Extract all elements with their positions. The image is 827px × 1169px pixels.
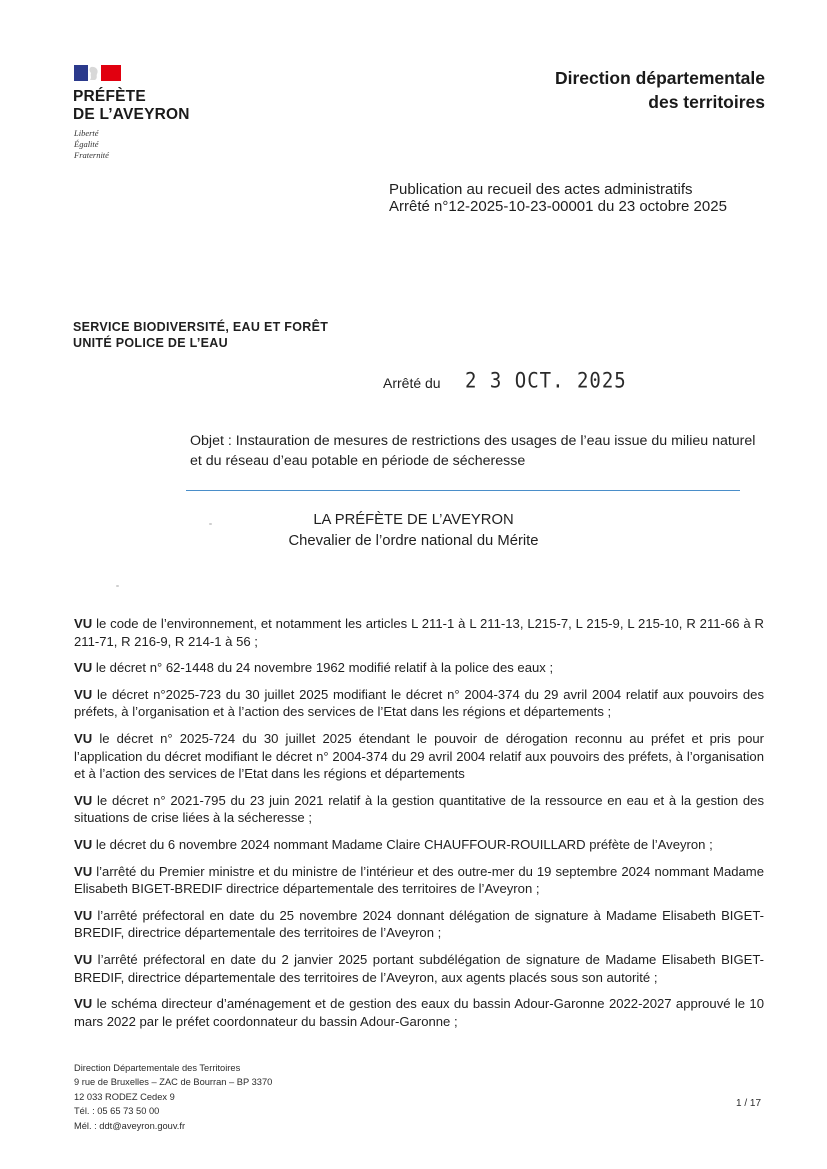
prefecture-name	[73, 88, 190, 124]
motto-egalite: Égalité	[74, 139, 99, 149]
footer-address	[74, 1061, 272, 1133]
vu-text: le décret du 6 novembre 2024 nommant Madame Claire CHAUFFOUR-ROUILLARD préfète de l’Aveyron ;	[95, 836, 713, 852]
vu-item	[74, 730, 764, 783]
authority-block	[0, 510, 827, 552]
direction-line-1: Direction départementale	[554, 68, 765, 88]
authority-subtitle: Chevalier de l’ordre national du Mérite	[288, 533, 539, 549]
flag-red-band	[101, 65, 121, 81]
vu-list	[74, 615, 764, 1039]
vu-keyword: VU	[74, 616, 93, 631]
vu-text: l’arrêté préfectoral en date du 2 janvier 2025 portant subdélégation de signature de Madame Elisabeth BIGET-BREDIF, directrice départementale des territoires de l’Aveyron, aux agents placés sous son autorité ;	[74, 951, 764, 985]
marianne-flag-logo	[74, 65, 121, 81]
footer-line-2: 9 rue de Bruxelles – ZAC de Bourran – BP 3370	[74, 1077, 273, 1088]
vu-text: le décret n°2025-723 du 30 juillet 2025 modifiant le décret n° 2004-374 du 29 avril 2004 relatif aux pouvoirs des préfets, à l’organisation et à l’action des services de l’Etat dans les régions et départements ;	[74, 686, 765, 720]
publication-line-1: Publication au recueil des actes administratifs	[389, 181, 693, 198]
vu-keyword: VU	[74, 660, 93, 676]
vu-item	[74, 686, 764, 721]
vu-item	[74, 907, 764, 942]
marianne-profile-icon	[88, 65, 101, 81]
vu-item	[74, 995, 764, 1030]
page-number: 1 / 17	[736, 1098, 762, 1109]
vu-text: le schéma directeur d’aménagement et de gestion des eaux du bassin Adour-Garonne 2022-2027 approuvé le 10 mars 2022 par le préfet coordonnateur du bassin Adour-Garonne ;	[74, 996, 764, 1029]
vu-text: le décret n° 2021-795 du 23 juin 2021 relatif à la gestion quantitative de la ressource en eau et à la gestion des situations de crise liées à la sécheresse ;	[74, 792, 764, 826]
service-heading	[73, 319, 328, 351]
prefecture-line-2: DE L’AVEYRON	[73, 106, 190, 123]
direction-title	[555, 66, 765, 114]
republic-motto	[74, 128, 109, 161]
direction-line-2: des territoires	[648, 92, 765, 112]
flag-white-band	[88, 65, 101, 81]
vu-text: le code de l’environnement, et notamment les articles L 211-1 à L 211-13, L215-7, L 215-9, L 215-10, R 211-66 à R 211-71, R 216-9, R 214-1 à 56 ;	[74, 616, 764, 649]
stamped-date: 2 3 OCT. 2025	[465, 368, 627, 394]
footer-line-5: Mél. : ddt@aveyron.gouv.fr	[74, 1120, 186, 1131]
separator-line	[186, 490, 740, 491]
vu-keyword: VU	[74, 996, 93, 1012]
vu-keyword: VU	[74, 863, 93, 879]
footer-line-3: 12 033 RODEZ Cedex 9	[74, 1091, 175, 1102]
vu-item	[74, 863, 764, 898]
scan-speck	[209, 523, 212, 525]
motto-liberte: Liberté	[74, 128, 99, 138]
arrete-label: Arrêté du	[383, 375, 441, 391]
authority-title: LA PRÉFÈTE DE L’AVEYRON	[313, 512, 514, 528]
publication-notice	[389, 181, 727, 215]
vu-keyword: VU	[74, 951, 93, 967]
vu-text: l’arrêté du Premier ministre et du ministre de l’intérieur et des outre-mer du 19 septembre 2024 nommant Madame Elisabeth BIGET-BREDIF directrice départementale des territoires de l’Aveyron ;	[74, 863, 764, 897]
vu-keyword: VU	[74, 792, 93, 808]
vu-item	[74, 792, 764, 827]
vu-item	[74, 615, 764, 650]
objet-text: Objet : Instauration de mesures de restrictions des usages de l’eau issue du milieu naturel et du réseau d’eau potable en période de sécheresse	[190, 433, 756, 469]
vu-item	[74, 951, 764, 986]
vu-text: le décret n° 2025-724 du 30 juillet 2025 étendant le pouvoir de dérogation reconnu au préfet et pris pour l’application du décret modifiant le décret n° 2004-374 du 29 avril 2004 relatif aux pouvoirs des préfets, à l’organisation et à l’action des services de l’Etat dans les régions et départements	[74, 730, 765, 782]
vu-keyword: VU	[74, 730, 93, 746]
prefecture-line-1: PRÉFÈTE	[73, 88, 146, 105]
vu-item	[74, 836, 764, 854]
vu-text: le décret n° 62-1448 du 24 novembre 1962 modifié relatif à la police des eaux ;	[95, 660, 554, 676]
vu-keyword: VU	[74, 686, 93, 702]
scan-speck	[116, 585, 119, 587]
vu-keyword: VU	[74, 836, 93, 852]
publication-line-2: Arrêté n°12-2025-10-23-00001 du 23 octobre 2025	[389, 198, 727, 215]
service-line-1: SERVICE BIODIVERSITÉ, EAU ET FORÊT	[73, 320, 329, 334]
footer-line-4: Tél. : 05 65 73 50 00	[74, 1106, 160, 1117]
footer-line-1: Direction Départementale des Territoires	[74, 1063, 241, 1073]
service-line-2: UNITÉ POLICE DE L’EAU	[73, 336, 228, 350]
vu-keyword: VU	[74, 907, 93, 923]
vu-item	[74, 659, 764, 677]
motto-fraternite: Fraternité	[74, 150, 109, 160]
flag-blue-band	[74, 65, 88, 81]
vu-text: l’arrêté préfectoral en date du 25 novembre 2024 donnant délégation de signature à Madame Elisabeth BIGET-BREDIF, directrice départementale des territoires de l’Aveyron ;	[74, 907, 764, 941]
